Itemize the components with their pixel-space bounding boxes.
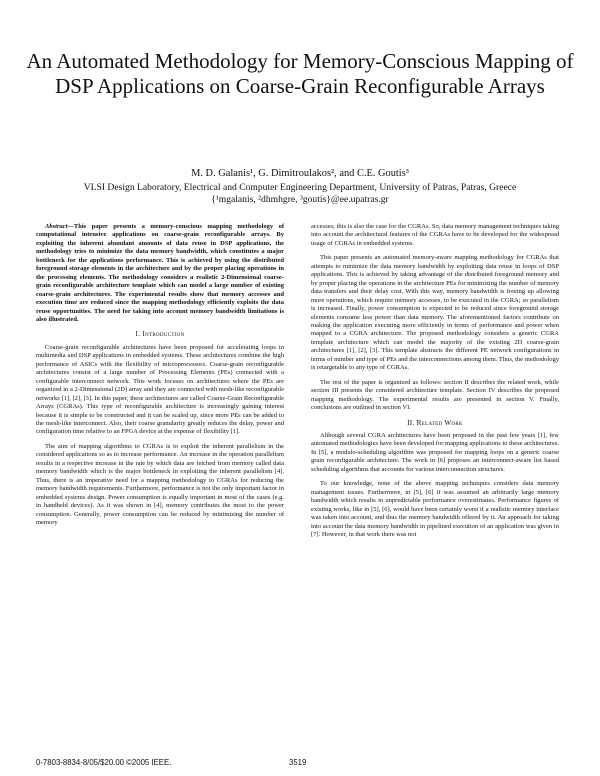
copyright-notice: 0-7803-8834-8/05/$20.00 ©2005 IEEE. [36,758,172,767]
abstract-lead: Abstract— [45,223,74,230]
paragraph: The aim of mapping algorithms to CGRAs is to exploit the inherent parallelism in the considered applications so as to increase performance. An increase in the operation parallelism results in a respective increase in the rate by which data are fetched from memory called data memory bandwidth which is the major bottleneck in exploiting the inherent parallelism [4]. Thus, there is an imperative need for a mapping methodology to CGRAs for reducing the memory bandwidth requirements. Furthermore, performance is not the only important factor in embedded systems design. Power consumption is equally important in most of the cases (e.g. in handheld devices). As it was shown in [4], memory contributes the most to the power consumption. Generally, power consumption can be reduced by minimizing the number of memory [36,442,284,526]
author-names: M. D. Galanis¹, G. Dimitroulakos², and C.E. Goutis³ [191,168,409,179]
paragraph: The rest of the paper is organized as follows: section II describes the related work, while section III presents the considered architecture template. Section IV describes the proposed mapping methodology. The experimental results are presented in section V. Finally, conclusions are outlined in section VI. [311,378,559,412]
page-number: 3519 [289,758,307,767]
abstract [36,223,284,324]
paragraph: accesses; this is also the case for the CGRAs. So, data memory management techniques taking into account the architectural features of the CGRAs have to be developed for the widespread usage of CGRAs in embedded systems. [311,223,559,247]
abstract-text: This paper presents a memory-conscious mapping methodology of computational intensive applications on coarse-grain reconfigurable arrays. By exploiting the inherent abundant amounts of data reuse in DSP applications, the methodology tries to minimize the data memory bandwidth, which constitutes a major bottleneck for the applications performance. This is achieved by using the distributed foreground storage elements in the architecture and by the proper placing operations in the processing elements. The methodology considers a realistic 2-Dimensional coarse-grain reconfigurable architecture template which can model a large number of existing coarse-grain architectures. The experimental results show that memory accesses and execution time are reduced since the mapping methodology efficiently exploits the data reuse opportunities. The need for taking into account memory bandwidth limitations is also illustrated. [36,223,284,323]
author-emails: {¹mgalanis, ²dhmhgre, ³goutis}@ee.upatras.gr [211,194,389,205]
right-column [311,223,559,545]
paragraph: Although several CGRA architectures have been proposed in the past few years [1], few automated methodologies have been developed for mapping applications to these architectures. In [5], a modulo-scheduling algorithm was proposed for mapping loops on a generic coarse grain reconfigurable architecture. The work in [6] proposes an interconnect-aware list based scheduling algorithms that accounts for various interconnection structures. [311,431,559,473]
paragraph: To our knowledge, none of the above mapping techniques considers data memory management issues. Furthermore, in [5], [6] it was assumed an arbitrarily large memory bandwidth which results in unpredictable performance overestimates. Performance figures of existing works, like in [5], [6], would have been certainly worst if a realistic memory interface was taken into account, and thus the memory bandwidth offered by it. An approach for taking into account the data memory bandwidth in pipelined execution of an application was given in [7]. However, in that work there was not [311,480,559,538]
author-block [20,168,580,206]
left-column [36,223,284,533]
paragraph: Coarse-grain reconfigurable architectures have been proposed for accelerating loops in multimedia and DSP applications in embedded systems. These architectures combine the high performance of ASICs with the flexibility of microprocessors. Coarse-grain reconfigurable architectures consist of a large number of Processing Elements (PEs) connected with a configurable interconnect network. This work focuses on architectures where the PEs are organized in a 2-Dimensional (2D) array and they are connected with mesh-like reconfigurable networks [1], [2], [3]. In this paper, these architectures are called Coarse-Grain Reconfigurable Arrays (CGRAs). This type of reconfigurable architecture is increasingly gaining interest because it is simple to be constructed and it can be scaled up, since more PEs can be added to the mesh-like interconnect. Also, their coarse granularity greatly reduces the delay, power and configuration time relative to an FPGA device at the expense of flexibility [1]. [36,343,284,436]
affiliation: VLSI Design Laboratory, Electrical and Computer Engineering Department, University of Patras, Patras, Greece [83,182,517,193]
section-heading-related-work: II. Related Work [407,418,463,427]
page-footer [0,758,600,770]
paper-title: An Automated Methodology for Memory-Conscious Mapping of DSP Applications on Coarse-Grain Reconfigurable Arrays [26,49,574,98]
section-heading-introduction: I. Introduction [135,330,185,339]
paragraph: This paper presents an automated memory-aware mapping methodology for CGRAs that attempts to minimize the data memory bandwidth by exploiting data reuse in loops of DSP applications. This is achieved by taking advantage of the distributed foreground memory and by proper placing the operations in the architecture PEs for minimizing the number of memory data transfers and their delay cost. With this way, memory bandwidth is freeing up allowing more operations, which require memory accesses, to be executed in the CGRA; so parallelism is increased. Finally, power consumption is expected to be reduced since foreground storage elements consume less power than data memory. The aforementioned factors contribute on making the application executing more efficiently in terms of performance and power when mapped to a CGRA architecture. The proposed methodology considers a generic CGRA template architecture which can model the majority of the existing 2D coarse-grain architectures [1], [2], [3]. This template abstracts the different PE network configurations in terms of number and type of PEs and the interconnections among them. Thus, the methodology is retargetable to any type of CGRAs. [311,254,559,372]
